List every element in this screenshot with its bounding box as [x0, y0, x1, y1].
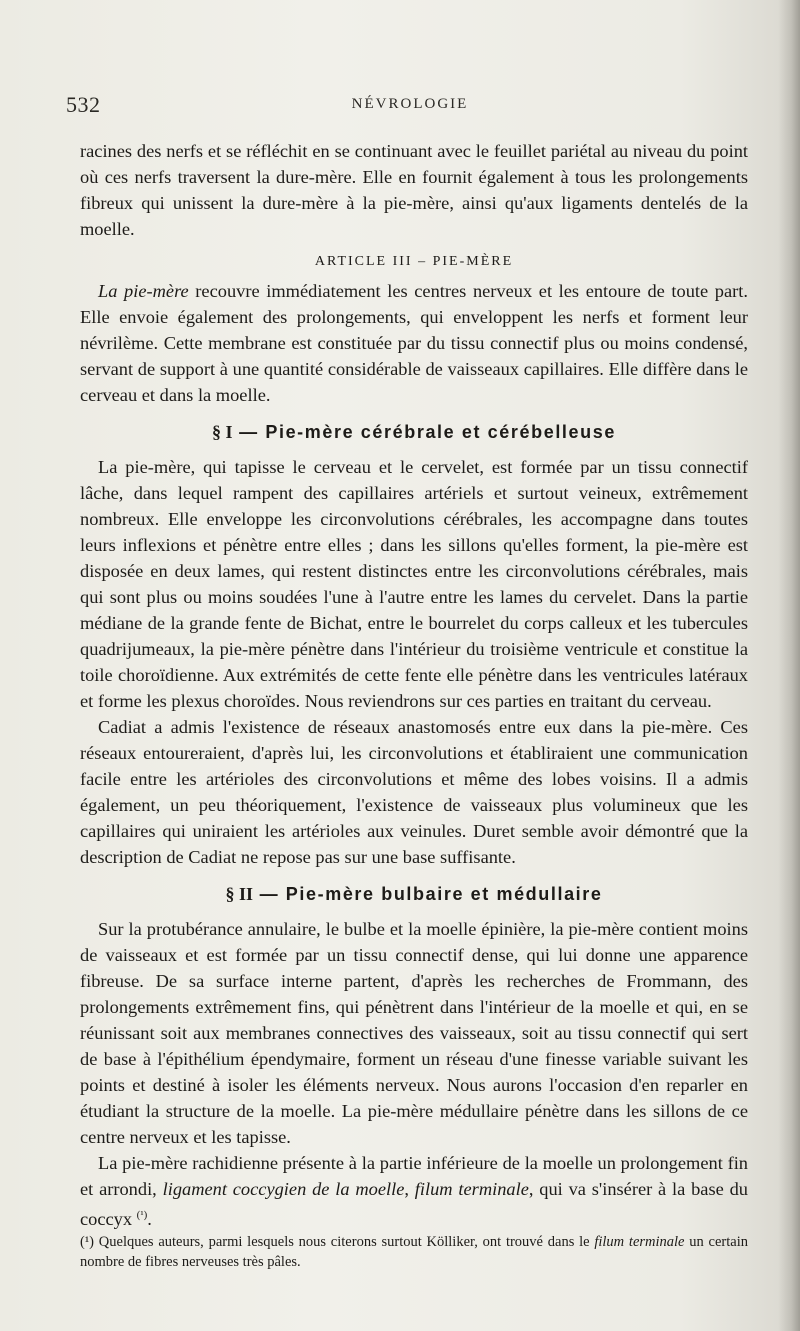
footnote — [80, 1232, 748, 1272]
footnote-text: Quelques auteurs, parmi lesquels nous citerons surtout Kölliker, ont trouvé dans le — [94, 1234, 595, 1251]
section2-paragraph-2 — [80, 1150, 748, 1232]
footnote-marker: (¹) — [80, 1234, 95, 1251]
separator: , — [404, 1179, 415, 1199]
final-period: . — [147, 1209, 152, 1230]
footnote-reference: (¹) — [136, 1209, 148, 1221]
page-body — [80, 138, 748, 1272]
article-heading: ARTICLE III – PIE-MÈRE — [314, 254, 514, 269]
page-header — [66, 92, 754, 120]
term-pie-mere: La pie-mère — [98, 281, 189, 301]
section2-paragraph-2-end: , qui va s'insérer à la base du coccyx — [80, 1179, 748, 1230]
running-title: NÉVROLOGIE — [351, 96, 469, 112]
page-edge-shadow — [778, 0, 800, 1331]
section2-paragraph-1: Sur la protubérance annulaire, le bulbe et la moelle épinière, la pie-mère contient moins de vaisseaux et est formée par un tissu connectif dense, qui lui donne une apparence fibreuse. De sa surface interne partent, d'après les recherches de Frommann, des prolongements extrêmement fins, qui pénètrent dans l'intérieur de la moelle et qui, en se réunissant soit aux membranes connectives des vaisseaux, soit au tissu connectif qui sert de base à l'épithélium épendymaire, forment un réseau d'une finesse variable suivant les points et destiné à isoler les éléments nerveux. Nous aurons l'occasion d'en reparler en étudiant la structure de la moelle. La pie-mère médullaire pénètre dans les sillons de ce centre nerveux et les tapisse. — [80, 919, 748, 1147]
section-heading-2 — [80, 882, 748, 906]
intro-paragraph: racines des nerfs et se réfléchit en se continuant avec le feuillet pariétal au niveau du point où ces nerfs traversent la dure-mère. Elle en fournit également à tous les prolongements fibreux qui unissent la dure-mère à la pie-mère, ainsi qu'aux ligaments dentelés de la moelle. — [80, 141, 748, 239]
section-number-1: § I — [212, 422, 233, 442]
section-title-1: — Pie-mère cérébrale et cérébelleuse — [232, 422, 616, 442]
article-paragraph-text: recouvre immédiatement les centres nerveux et les entoure de toute part. Elle envoie également des prolongements, qui enveloppent les nerfs et forment leur névrilème. Cette membrane est constituée par du tissu connectif plus ou moins condensé, servant de support à une quantité considérable de vaisseaux capillaires. Elle diffère dans le cerveau et dans la moelle. — [80, 281, 748, 405]
footnote-text-end: un certain nombre de fibres nerveuses très pâles. — [80, 1234, 748, 1271]
article-paragraph — [80, 278, 748, 408]
page-number: 532 — [66, 92, 101, 117]
footnote-italic-term: filum terminale — [594, 1234, 685, 1251]
section2-paragraph-2-text: La pie-mère rachidienne présente à la partie inférieure de la moelle un prolongement fin et arrondi, — [80, 1153, 748, 1199]
term-ligament-coccygien: ligament coccygien de la moelle — [162, 1179, 405, 1199]
section1-paragraph-1: La pie-mère, qui tapisse le cerveau et le cervelet, est formée par un tissu connectif lâche, dans lequel rampent des capillaires artériels et surtout veineux, extrêmement nombreux. Elle enveloppe les circonvolutions cérébrales, les accompagne dans toutes leurs inflexions et pénètre entre elles ; dans les sillons qu'elles forment, la pie-mère est disposée en deux lames, qui restent distinctes entre les circonvolutions cérébrales, mais qui sont plus ou moins soudées l'une à l'autre entre les lames du cervelet. Dans la partie médiane de la grande fente de Bichat, entre le bourrelet du corps calleux et les tubercules quadrijumeaux, la pie-mère pénètre dans l'intérieur du troisième ventricule et constitue la toile choroïdienne. Aux extrémités de cette fente elle pénètre dans les ventricules latéraux et forme les plexus choroïdes. Nous reviendrons sur ces parties en traitant du cerveau. — [80, 457, 748, 711]
section-number-2: § II — [225, 884, 253, 904]
section1-paragraph-2: Cadiat a admis l'existence de réseaux anastomosés entre eux dans la pie-mère. Ces réseaux entoureraient, d'après lui, les circonvolutions et établiraient une communication facile entre les artérioles des circonvolutions et même des lobes voisins. Il a admis également, un peu théoriquement, l'existence de vaisseaux plus volumineux que les capillaires qui uniraient les artérioles aux veinules. Duret semble avoir démontré que la description de Cadiat ne repose pas sur une base suffisante. — [80, 717, 748, 867]
section-heading-1 — [80, 420, 748, 444]
term-filum-terminale: filum terminale — [414, 1179, 529, 1199]
section-title-2: — Pie-mère bulbaire et médullaire — [253, 884, 603, 904]
